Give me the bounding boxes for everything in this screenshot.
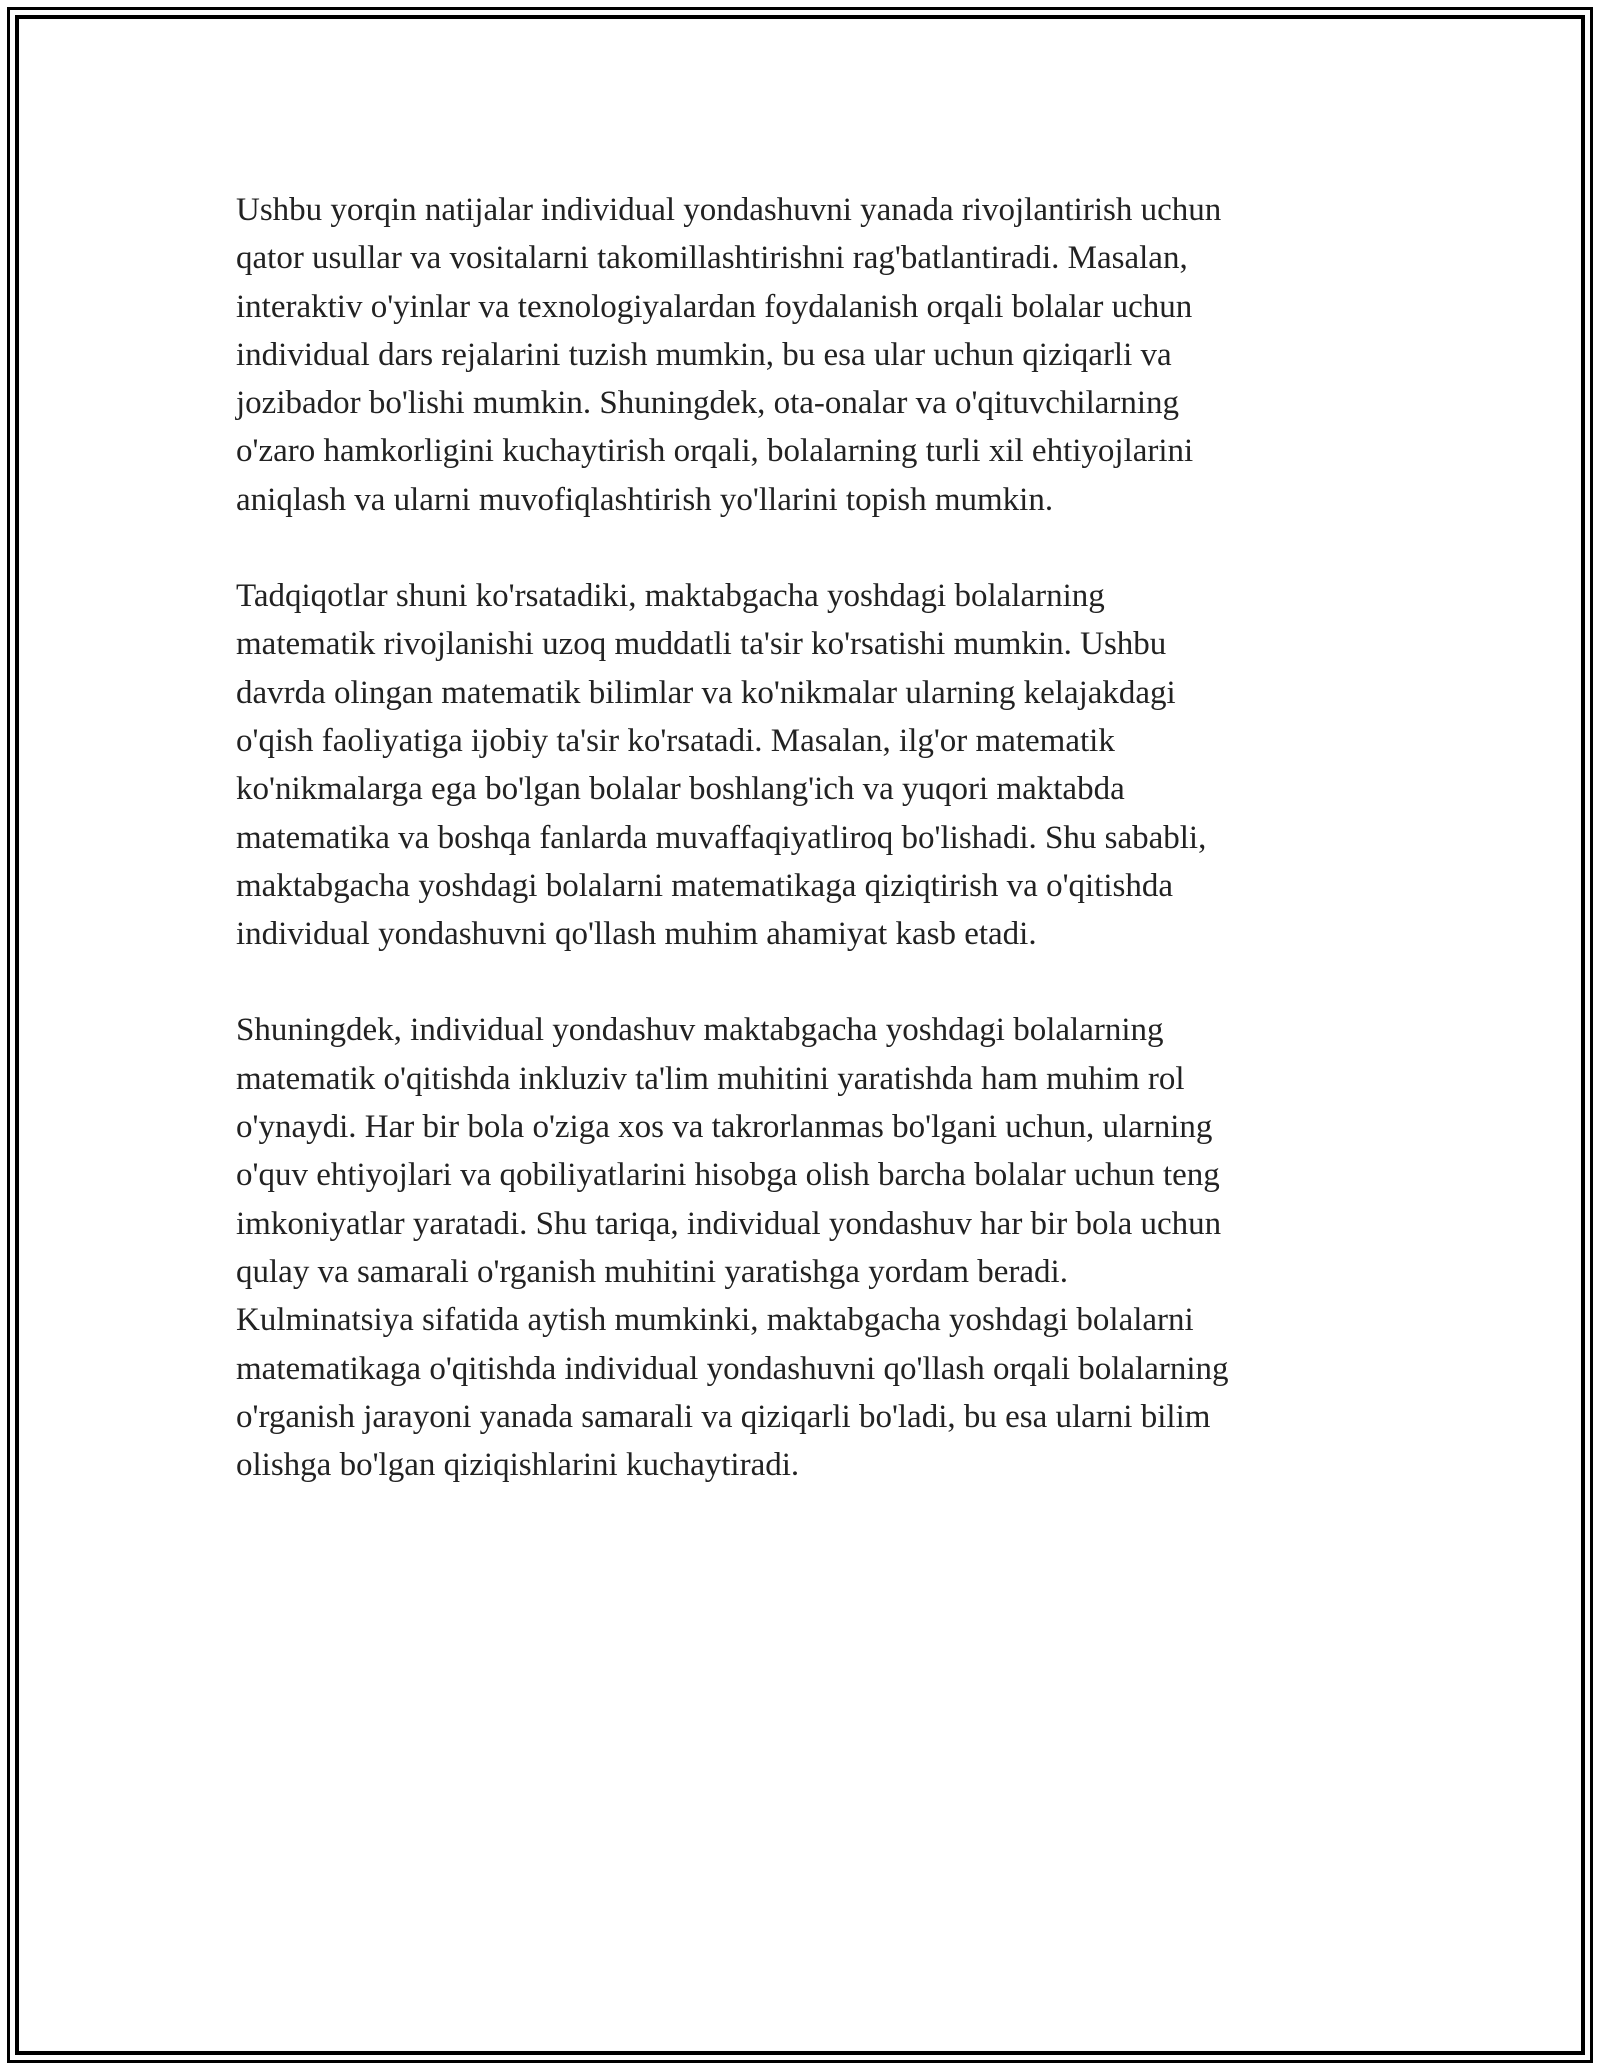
document-body — [236, 186, 1356, 1537]
paragraph-1: Ushbu yorqin natijalar individual yondashuvni yanada rivojlantirish uchun qator usullar va vositalarni takomillashtirishni rag'batlantiradi. Masalan, interaktiv o'yinlar va texnologiyalardan foydalanish orqali bolalar uchun individual dars rejalarini tuzish mumkin, bu esa ular uchun qiziqarli va jozibador bo'lishi mumkin. Shuningdek, ota-onalar va o'qituvchilarning o'zaro hamkorligini kuchaytirish orqali, bolalarning turli xil ehtiyojlarini aniqlash va ularni muvofiqlashtirish yo'llarini topish mumkin. — [236, 192, 1222, 518]
paragraph-2: Tadqiqotlar shuni ko'rsatadiki, maktabgacha yoshdagi bolalarning matematik rivojlanishi uzoq muddatli ta'sir ko'rsatishi mumkin. Ushbu davrda olingan matematik bilimlar va ko'nikmalar ularning kelajakdagi o'qish faoliyatiga ijobiy ta'sir ko'rsatadi. Masalan, ilg'or matematik ko'nikmalarga ega bo'lgan bolalar boshlang'ich va yuqori maktabda matematika va boshqa fanlarda muvaffaqiyatliroq bo'lishadi. Shu sababli, maktabgacha yoshdagi bolalarni matematikaga qiziqtirish va o'qitishda individual yondashuvni qo'llash muhim ahamiyat kasb etadi. — [236, 578, 1207, 953]
paragraph-3: Shuningdek, individual yondashuv maktabgacha yoshdagi bolalarning matematik o'qitishda inkluziv ta'lim muhitini yaratishda ham muhim rol o'ynaydi. Har bir bola o'ziga xos va takrorlanmas bo'lgani uchun, ularning o'quv ehtiyojlari va qobiliyatlarini hisobga olish barcha bolalar uchun teng imkoniyatlar yaratadi. Shu tariqa, individual yondashuv har bir bola uchun qulay va samarali o'rganish muhitini yaratishga yordam beradi. Kulminatsiya sifatida aytish mumkinki, maktabgacha yoshdagi bolalarni matematikaga o'qitishda individual yondashuvni qo'llash orqali bolalarning o'rganish jarayoni yanada samarali va qiziqarli bo'ladi, bu esa ularni bilim olishga bo'lgan qiziqishlarini kuchaytiradi. — [236, 1012, 1229, 1484]
